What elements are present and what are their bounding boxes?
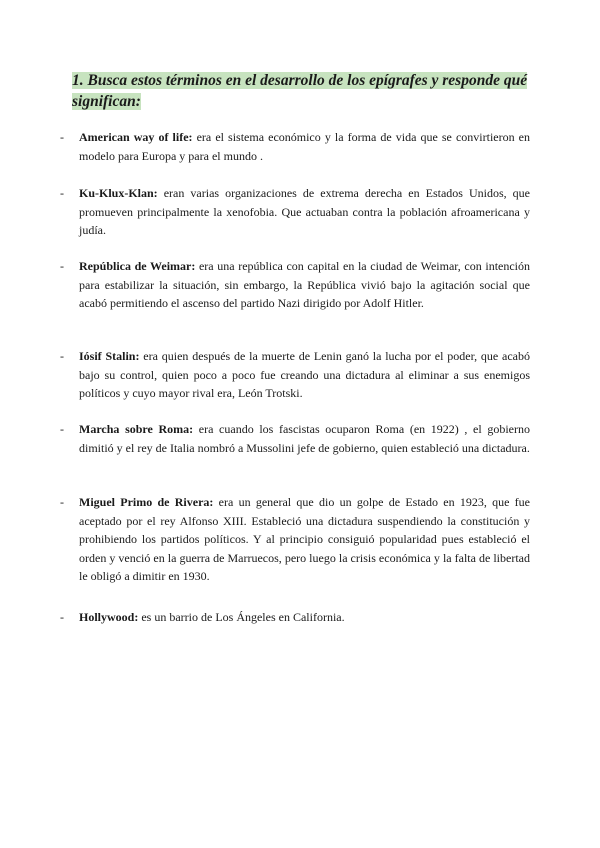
term-definition: era cuando los fascistas ocuparon Roma (en 1922) , el gobierno dimitió y el rey de Italia nombró a Mussolini jefe de gobierno, quien estableció una dictadura. [79, 422, 531, 455]
list-item-american-way-of-life [60, 128, 530, 165]
term-definition: es un barrio de Los Ángeles en California. [141, 610, 345, 624]
term-definition: era quien después de la muerte de Lenin ganó la lucha por el poder, que acabó bajo su control, quien poco a poco fue creando una dictadura al eliminar a sus enemigos políticos y cuyo mayor rival era, León Trotski. [79, 349, 531, 400]
list-item-text [79, 184, 530, 240]
list-item-iosif-stalin [60, 347, 530, 403]
list-bullet: - [60, 259, 64, 273]
term-label: Hollywood: [79, 610, 139, 624]
list-item-text [79, 128, 530, 165]
list-item-text [79, 420, 530, 457]
list-item-text [79, 493, 530, 586]
list-bullet: - [60, 349, 64, 363]
list-item-text [79, 608, 530, 627]
term-definition: era una república con capital en la ciudad de Weimar, con intención para estabilizar la situación, sin embargo, la República vivió bajo la agitación social que acabó permitiendo el ascenso del partido Nazi dirigido por Adolf Hitler. [79, 259, 531, 310]
term-label: República de Weimar: [79, 259, 196, 273]
list-item-miguel-primo-de-rivera [60, 493, 530, 586]
list-item-text [79, 347, 530, 403]
term-label: Ku-Klux-Klan: [79, 186, 158, 200]
list-bullet: - [60, 422, 64, 436]
term-label: Marcha sobre Roma: [79, 422, 194, 436]
term-definition: eran varias organizaciones de extrema derecha en Estados Unidos, que promueven principalmente la xenofobia. Que actuaban contra la población afroamericana y judía. [79, 186, 531, 237]
list-item-republica-de-weimar [60, 257, 530, 313]
list-bullet: - [60, 610, 64, 624]
list-item-text [79, 257, 530, 313]
list-bullet: - [60, 130, 64, 144]
term-definition: era un general que dio un golpe de Estado en 1923, que fue aceptado por el rey Alfonso XIII. Estableció una dictadura suspendiendo la constitución y prohibiendo los partidos políticos. Y al principio consiguió popularidad pues estableció el orden y venció en la guerra de Marruecos, pero luego la crisis económica y la falta de libertad le obligó a dimitir en 1930. [79, 495, 530, 583]
question-heading [72, 70, 532, 112]
term-definition: era el sistema económico y la forma de vida que se convirtieron en modelo para Europa y para el mundo . [79, 130, 531, 163]
list-item-hollywood [60, 608, 530, 627]
term-label: Iósif Stalin: [79, 349, 140, 363]
list-item-ku-klux-klan [60, 184, 530, 240]
list-item-marcha-sobre-roma [60, 420, 530, 457]
term-label: American way of life: [79, 130, 193, 144]
question-heading-text: 1. Busca estos términos en el desarrollo de los epígrafes y responde qué significan: [72, 72, 528, 110]
list-bullet: - [60, 186, 64, 200]
list-bullet: - [60, 495, 64, 509]
term-label: Miguel Primo de Rivera: [79, 495, 214, 509]
